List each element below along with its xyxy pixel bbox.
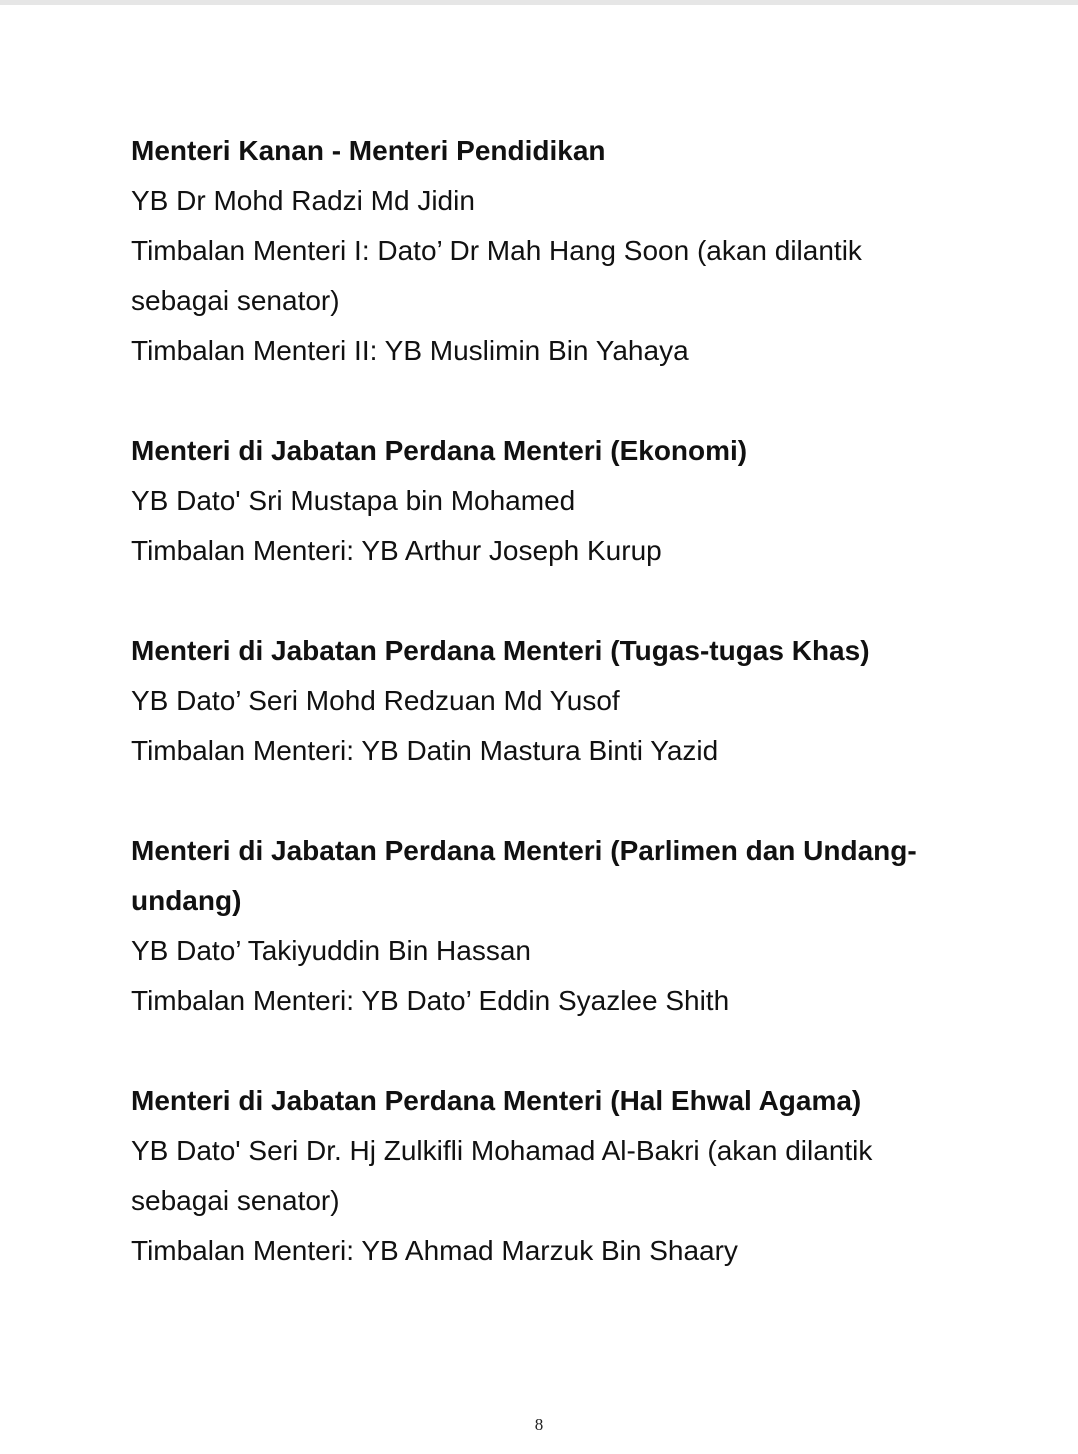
minister-name: YB Dato' Seri Dr. Hj Zulkifli Mohamad Al-Bakri (akan dilantik (131, 1135, 873, 1166)
deputy-minister-1: Timbalan Menteri I: Dato’ Dr Mah Hang Soon (akan dilantik (131, 235, 862, 266)
section-ekonomi (131, 426, 951, 576)
minister-name: YB Dato’ Seri Mohd Redzuan Md Yusof (131, 685, 620, 716)
section-parlimen-undang (131, 826, 951, 1026)
section-hal-ehwal-agama (131, 1076, 951, 1276)
deputy-minister: Timbalan Menteri: YB Arthur Joseph Kurup (131, 535, 662, 566)
section-pendidikan (131, 126, 951, 376)
deputy-minister-2: Timbalan Menteri II: YB Muslimin Bin Yahaya (131, 335, 689, 366)
minister-name: YB Dato' Sri Mustapa bin Mohamed (131, 485, 576, 516)
deputy-minister-1-continued: sebagai senator) (131, 285, 340, 316)
section-heading: Menteri Kanan - Menteri Pendidikan (131, 135, 606, 166)
minister-name: YB Dato’ Takiyuddin Bin Hassan (131, 935, 531, 966)
section-heading: Menteri di Jabatan Perdana Menteri (Hal Ehwal Agama) (131, 1085, 862, 1116)
deputy-minister: Timbalan Menteri: YB Ahmad Marzuk Bin Shaary (131, 1235, 738, 1266)
page-number: 8 (534, 1415, 544, 1434)
section-heading: Menteri di Jabatan Perdana Menteri (Parlimen dan Undang- (131, 835, 917, 866)
document-body (131, 126, 951, 1326)
section-tugas-khas (131, 626, 951, 776)
section-heading: Menteri di Jabatan Perdana Menteri (Tugas-tugas Khas) (131, 635, 870, 666)
page-top-border (0, 0, 1078, 5)
minister-name: YB Dr Mohd Radzi Md Jidin (131, 185, 475, 216)
section-heading: Menteri di Jabatan Perdana Menteri (Ekonomi) (131, 435, 748, 466)
deputy-minister: Timbalan Menteri: YB Datin Mastura Binti Yazid (131, 735, 719, 766)
minister-name-continued: sebagai senator) (131, 1185, 340, 1216)
section-heading-continued: undang) (131, 885, 242, 916)
deputy-minister: Timbalan Menteri: YB Dato’ Eddin Syazlee Shith (131, 985, 730, 1016)
